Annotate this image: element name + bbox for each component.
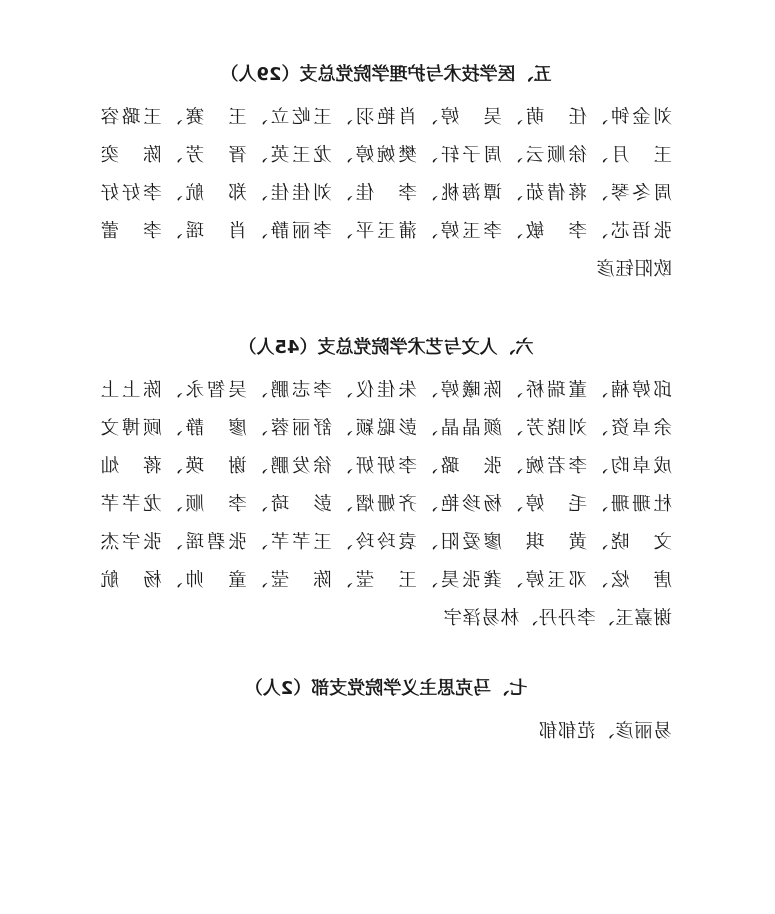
- section-heading: 七、马克思主义学院党支部（2人）: [244, 678, 528, 699]
- name-line: 文 晓、黄 琪 廖爱阳、袁玲玲、王芊芊、张碧瑶、张宇杰: [100, 532, 672, 553]
- name-line: 王 月、徐顺云、周子轩、樊婉婷、龙王英、胥 芳、陈 奕: [100, 145, 672, 166]
- name-line: 张语芯、李 敏、李玉婷、蒲玉平、李丽静、肖 瑶、李 蕾: [100, 221, 672, 242]
- name-line: 邱婷楠、董瑞桥、陈曦婷、朱佳仪、李志鹏、吴智永、陈上上: [100, 380, 672, 401]
- name-line: 谢嘉玉、李丹丹、林易泽宇: [442, 608, 672, 629]
- section-heading: 六、人文与艺术学院党总支（45人）: [238, 337, 534, 358]
- section-heading: 五、医学技术与护理学院党总支（29人）: [220, 64, 552, 85]
- section-medical-technology-nursing: [100, 60, 672, 293]
- name-line: 余卓资、刘晓芳、颜晶晶、彭聪颖、舒丽蓉、廖 静、顾博文: [100, 418, 672, 439]
- name-line: 欧阳钰彦: [595, 259, 672, 280]
- name-line: 刘金钟、任 萌、吴 婷、肖艳羽、王屹立、王 赛、王璐容: [100, 107, 672, 128]
- name-line: 易丽彦、范郁郁: [538, 721, 672, 742]
- name-line: 周冬琴、蒋倩茹、谭海桃、李 佳、刘佳佳、郑 航、李好好: [100, 183, 672, 204]
- section-marxism: [100, 674, 672, 755]
- name-line: 成卓昀、李若婉、张 璐、李妍妍、徐发鹏、谢 瑛、蒋 灿: [100, 456, 672, 477]
- name-line: 唐 炫、邓玉婷、龚张昊、王 莹、陈 莹、童 帅、杨 航: [100, 570, 672, 591]
- name-line: 杜珊珊、毛 婷、杨珍艳、齐姗熠、彭 琦、李 顺、龙芊芊: [100, 494, 672, 515]
- section-humanities-arts: [100, 333, 672, 642]
